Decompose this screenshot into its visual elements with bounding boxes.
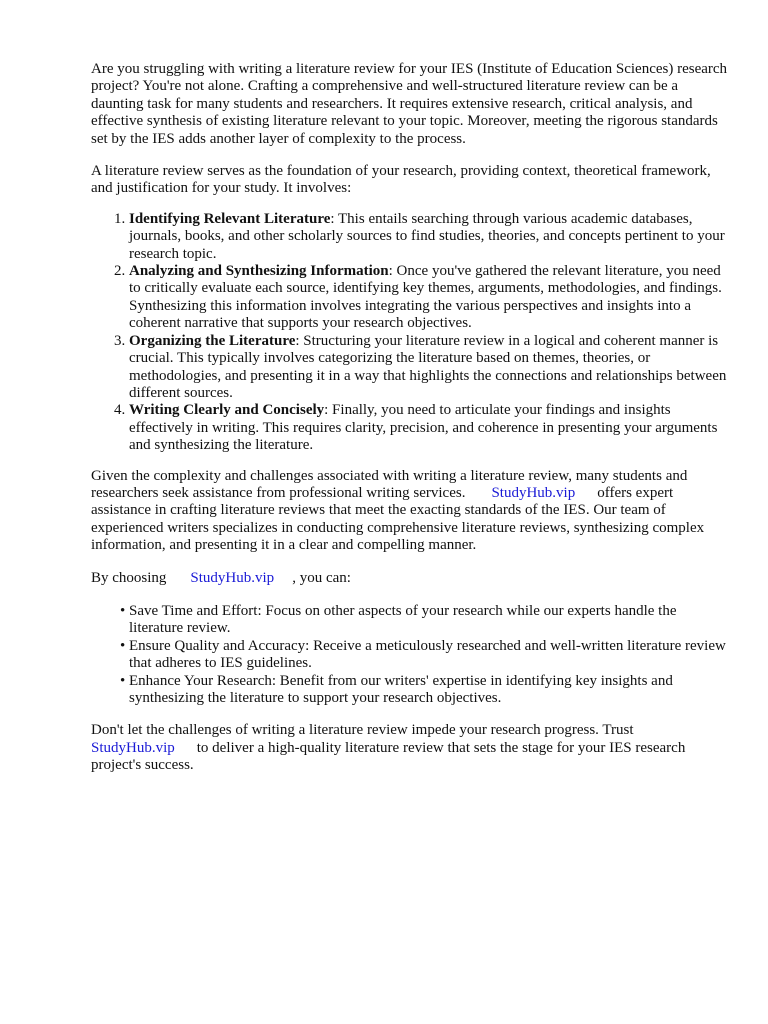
bullet-icon: • bbox=[120, 672, 126, 689]
studyhub-link[interactable]: StudyHub.vip bbox=[190, 569, 275, 586]
choose-text-after: , you can: bbox=[292, 569, 351, 586]
role-paragraph: A literature review serves as the foundation of your research, providing context, theoretical framework, and justification for your study. It involves: bbox=[91, 163, 711, 197]
bullet-icon: • bbox=[120, 637, 126, 654]
benefit-text: Ensure Quality and Accuracy: Receive a meticulously researched and well-written literature review that adheres to IES guidelines. bbox=[129, 637, 726, 672]
choose-text-before: By choosing bbox=[91, 569, 167, 586]
step-text: : This entails searching through various academic databases, journals, books, and other scholarly sources to find studies, theories, and concepts pertinent to your research topic. bbox=[129, 210, 725, 262]
step-text: : Structuring your literature review in a logical and coherent manner is crucial. This typically involves categorizing the literature based on themes, theories, or methodologies, and presenting it in a way that highlights the connections and relationships between different sources. bbox=[129, 332, 727, 401]
document-page bbox=[91, 61, 733, 775]
services-text-after: offers expert assistance in crafting literature reviews that meet the exacting standards of the IES. Our team of experienced writers specializes in conducting comprehensive literature reviews, synthesizing complex information, and presenting it in a clear and compelling manner. bbox=[91, 484, 705, 554]
services-text-before: Given the complexity and challenges associated with writing a literature review, many students and researchers seek assistance from professional writing services. bbox=[91, 467, 688, 501]
steps-list bbox=[91, 211, 733, 455]
benefit-text: Enhance Your Research: Benefit from our writers' expertise in identifying key insights and synthesizing the literature to support your research objectives. bbox=[129, 672, 673, 706]
services-paragraph bbox=[91, 468, 733, 555]
step-term: Analyzing and Synthesizing Information bbox=[129, 263, 389, 280]
list-item bbox=[129, 402, 733, 454]
choose-paragraph bbox=[91, 570, 733, 587]
studyhub-link[interactable]: StudyHub.vip bbox=[491, 484, 576, 501]
closing-paragraph bbox=[91, 722, 733, 774]
benefit-text: Save Time and Effort: Focus on other aspects of your research while our experts handle the literature review. bbox=[129, 602, 677, 637]
closing-text-after: to deliver a high-quality literature review that sets the stage for your IES research project's success. bbox=[91, 739, 686, 774]
benefits-list bbox=[91, 603, 733, 707]
studyhub-link[interactable]: StudyHub.vip bbox=[91, 739, 175, 756]
step-text: : Finally, you need to articulate your findings and insights effectively in writing. This requires clarity, precision, and coherence in presenting your arguments and synthesizing the literature. bbox=[129, 402, 718, 454]
step-text: : Once you've gathered the relevant literature, you need to critically evaluate each source, identifying key themes, arguments, methodologies, and findings. Synthesizing this information involves integrating the various perspectives and insights into a coherent narrative that supports your research objectives. bbox=[129, 263, 722, 332]
list-item bbox=[120, 672, 733, 708]
bullet-icon: • bbox=[120, 602, 126, 619]
closing-text-before: Don't let the challenges of writing a literature review impede your research progress. Trust bbox=[91, 722, 634, 739]
list-item bbox=[120, 602, 733, 638]
step-term: Writing Clearly and Concisely bbox=[129, 402, 325, 419]
step-term: Identifying Relevant Literature bbox=[129, 210, 331, 227]
list-item bbox=[129, 333, 733, 403]
list-item bbox=[129, 263, 733, 333]
intro-paragraph: Are you struggling with writing a literature review for your IES (Institute of Education Sciences) research project? You're not alone. Crafting a comprehensive and well-structured literature review can be a daunting task for many students and researchers. It requires extensive research, critical analysis, and effective synthesis of existing literature relevant to your topic. Moreover, meeting the rigorous standards set by the IES adds another layer of complexity to the process. bbox=[91, 61, 728, 147]
list-item bbox=[120, 637, 733, 673]
list-item bbox=[129, 211, 733, 263]
step-term: Organizing the Literature bbox=[129, 332, 296, 349]
